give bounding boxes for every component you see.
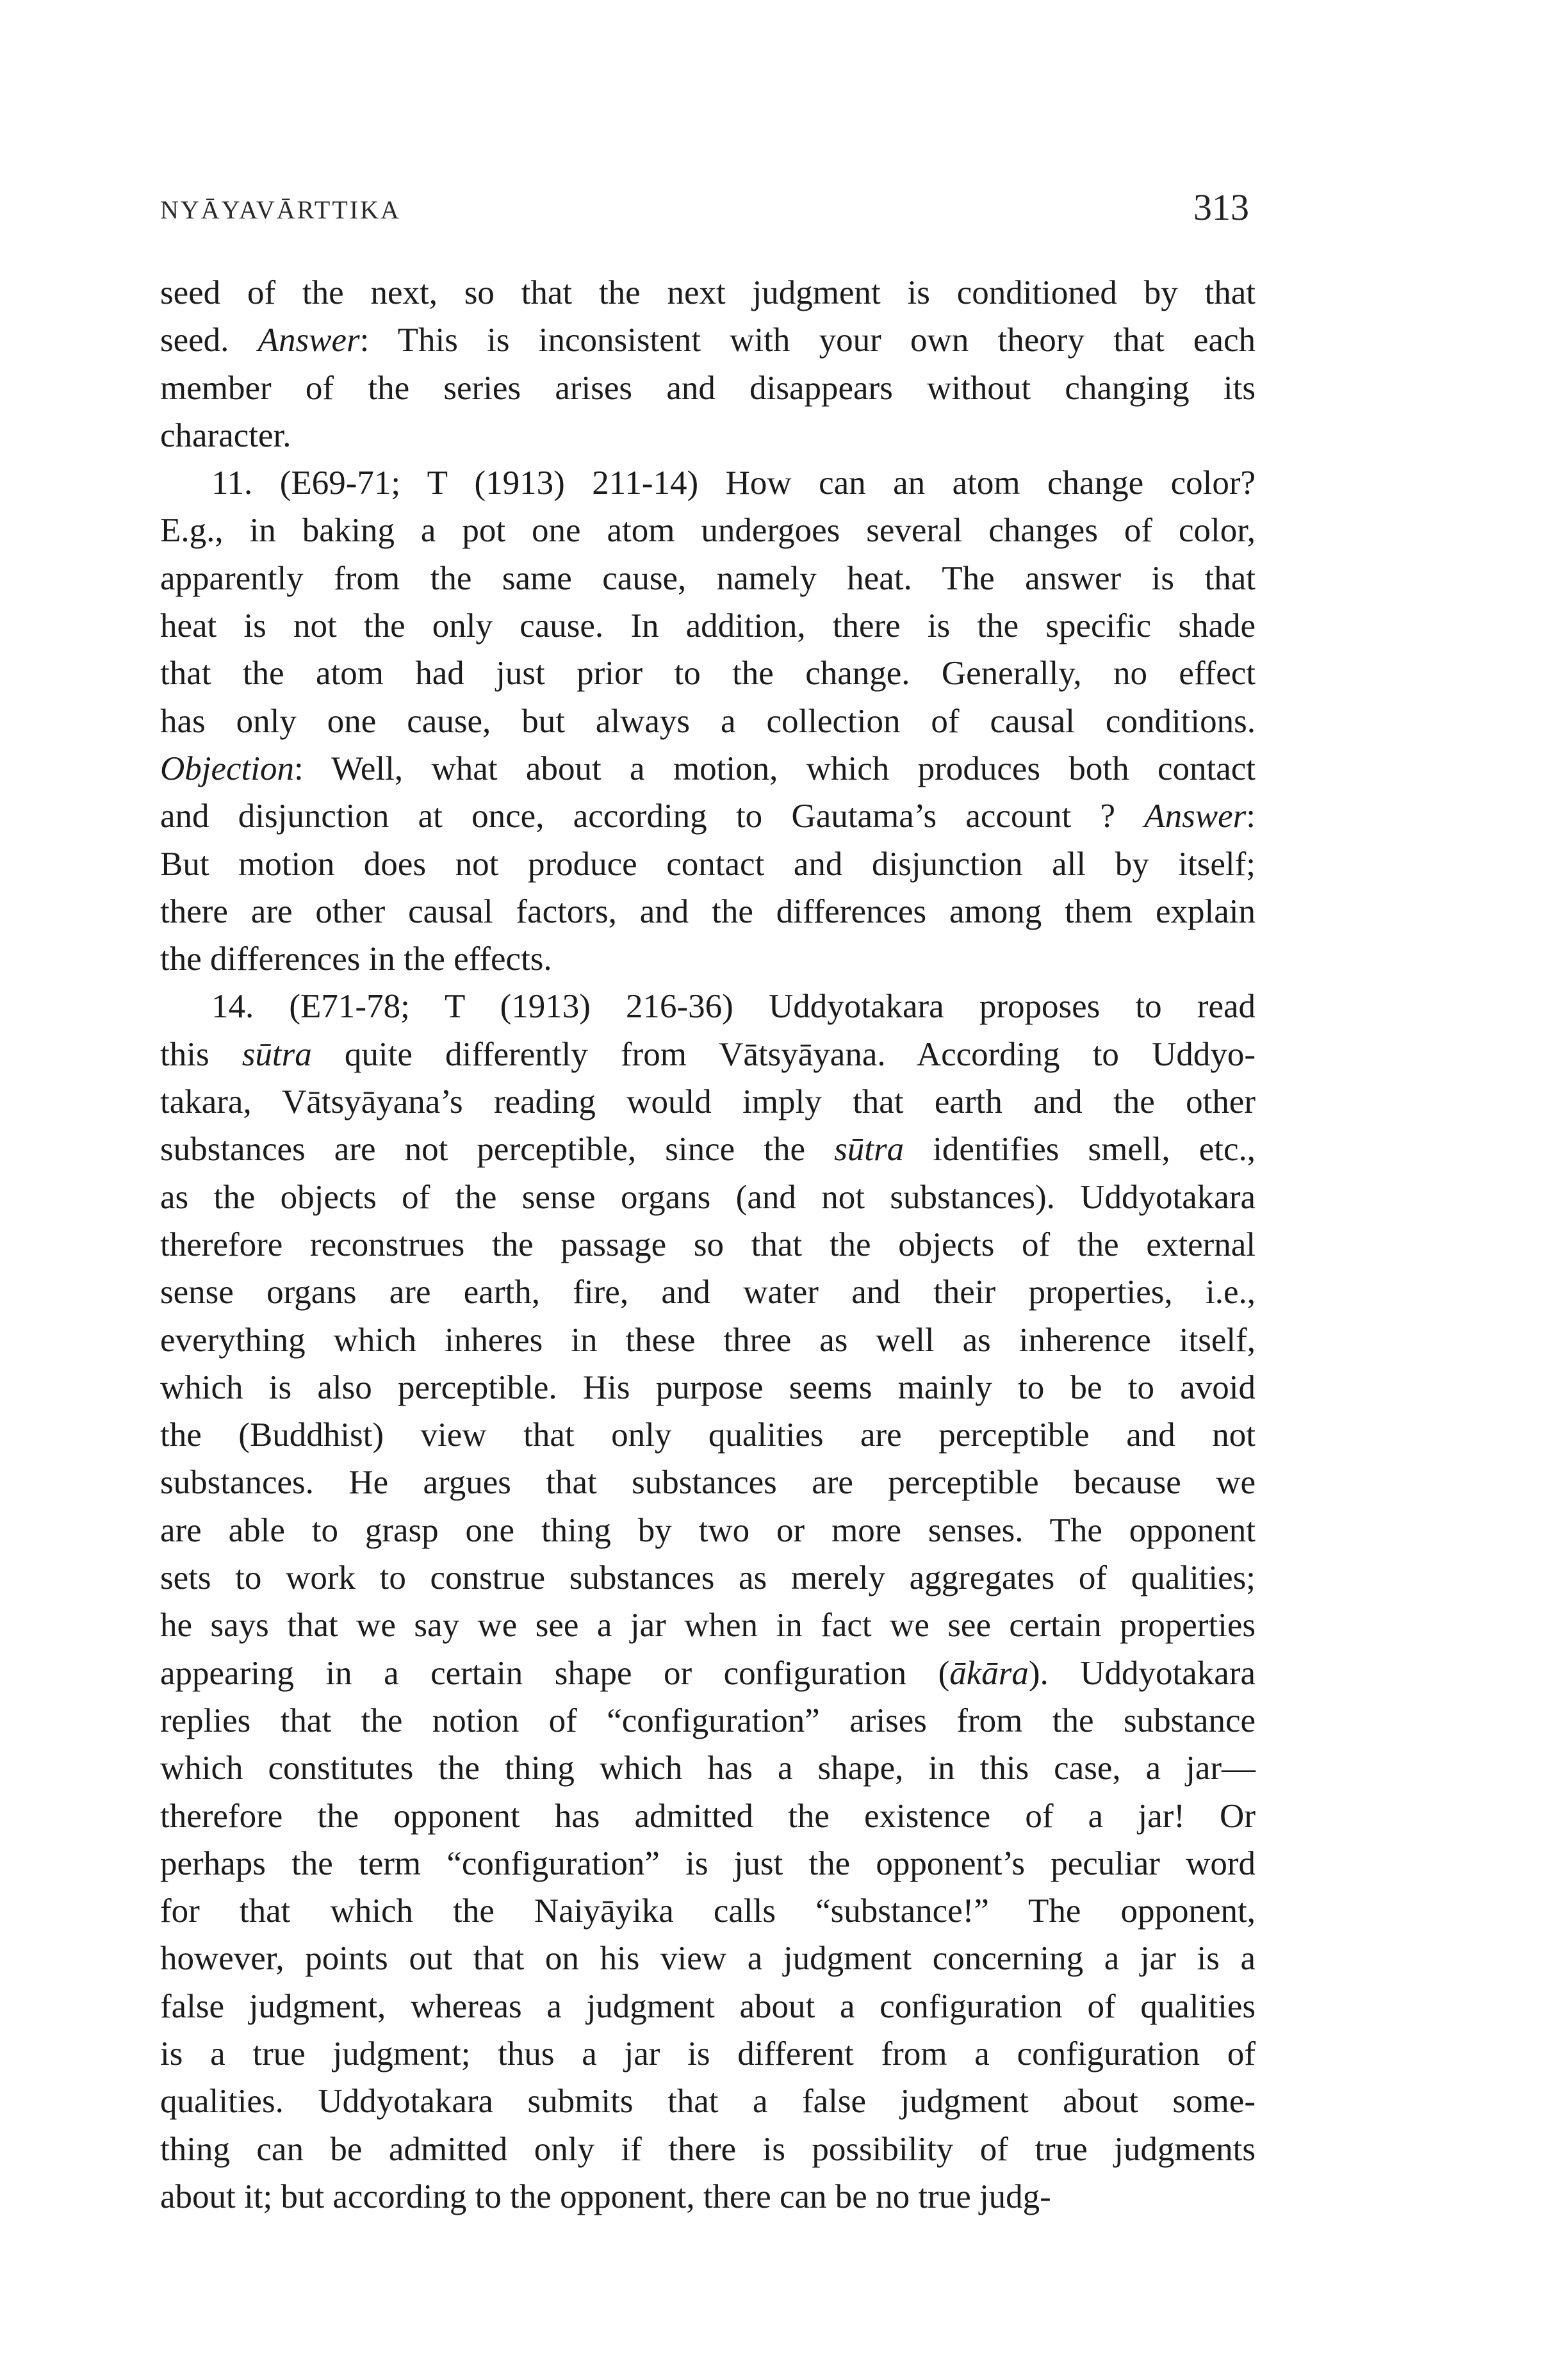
text-line: therefore reconstrues the passage so that the objects of the external xyxy=(160,1226,1256,1263)
text-line: member of the series arises and disappears without changing its xyxy=(160,369,1256,407)
text-line: perhaps the term “configuration” is just the opponent’s peculiar word xyxy=(160,1844,1256,1882)
text-line: character. xyxy=(160,416,291,454)
body-text xyxy=(160,269,1256,2220)
text-line: this sūtra quite differently from Vātsyāyana. According to Uddyo- xyxy=(160,1035,1256,1073)
text-line: 11. (E69-71; T (1913) 211-14) How can an atom change color? xyxy=(211,464,1256,502)
text-line: for that which the Naiyāyika calls “substance!” The opponent, xyxy=(160,1892,1256,1930)
text-line: the (Buddhist) view that only qualities are perceptible and not xyxy=(160,1416,1256,1454)
text-line: qualities. Uddyotakara submits that a false judgment about some- xyxy=(160,2083,1256,2121)
text-line: has only one cause, but always a collection of causal conditions. xyxy=(160,702,1256,740)
text-line: as the objects of the sense organs (and not substances). Uddyotakara xyxy=(160,1178,1256,1216)
text-line: therefore the opponent has admitted the existence of a jar! Or xyxy=(160,1797,1256,1835)
text-line: false judgment, whereas a judgment about a configuration of qualities xyxy=(160,1987,1256,2025)
text-line: that the atom had just prior to the change. Generally, no effect xyxy=(160,655,1256,693)
text-line: 14. (E71-78; T (1913) 216-36) Uddyotakara proposes to read xyxy=(211,988,1256,1026)
text-line: apparently from the same cause, namely heat. The answer is that xyxy=(160,559,1256,597)
text-line: seed. Answer: This is inconsistent with your own theory that each xyxy=(160,322,1256,359)
text-line: sense organs are earth, fire, and water and their properties, i.e., xyxy=(160,1274,1256,1311)
text-line: the differences in the effects. xyxy=(160,940,552,978)
text-line: are able to grasp one thing by two or more senses. The opponent xyxy=(160,1511,1256,1549)
text-line: But motion does not produce contact and disjunction all by itself; xyxy=(160,845,1256,883)
text-line: takara, Vātsyāyana’s reading would imply that earth and the other xyxy=(160,1083,1256,1121)
text-line: sets to work to construe substances as merely aggregates of qualities; xyxy=(160,1559,1256,1597)
text-line: there are other causal factors, and the differences among them explain xyxy=(160,892,1256,930)
text-line: seed of the next, so that the next judgment is conditioned by that xyxy=(160,274,1256,311)
text-line: replies that the notion of “configuration” arises from the substance xyxy=(160,1702,1256,1739)
text-line: however, points out that on his view a judgment concerning a jar is a xyxy=(160,1940,1256,1978)
text-line: everything which inheres in these three as well as inherence itself, xyxy=(160,1321,1256,1359)
text-line: which constitutes the thing which has a shape, in this case, a jar— xyxy=(160,1750,1256,1787)
text-line: is a true judgment; thus a jar is different from a configuration of xyxy=(160,2035,1256,2072)
text-line: thing can be admitted only if there is possibility of true judgments xyxy=(160,2130,1256,2168)
text-line: substances are not perceptible, since the sūtra identifies smell, etc., xyxy=(160,1131,1256,1169)
text-line: and disjunction at once, according to Gautama’s account ? Answer: xyxy=(160,798,1256,835)
text-line: about it; but according to the opponent, there can be no true judg- xyxy=(160,2178,1051,2215)
running-head: NYĀYAVĀRTTIKA xyxy=(160,195,401,224)
page-number: 313 xyxy=(1193,186,1249,228)
text-line: heat is not the only cause. In addition, there is the specific shade xyxy=(160,607,1256,645)
text-line: he says that we say we see a jar when in fact we see certain properties xyxy=(160,1607,1256,1645)
text-line: appearing in a certain shape or configuration (ākāra). Uddyotakara xyxy=(160,1654,1256,1692)
text-line: E.g., in baking a pot one atom undergoes several changes of color, xyxy=(160,512,1256,550)
text-line: substances. He argues that substances are perceptible because we xyxy=(160,1464,1256,1502)
text-line: Objection: Well, what about a motion, which produces both contact xyxy=(160,750,1256,787)
text-line: which is also perceptible. His purpose seems mainly to be to avoid xyxy=(160,1368,1256,1406)
page-header xyxy=(160,186,1249,237)
